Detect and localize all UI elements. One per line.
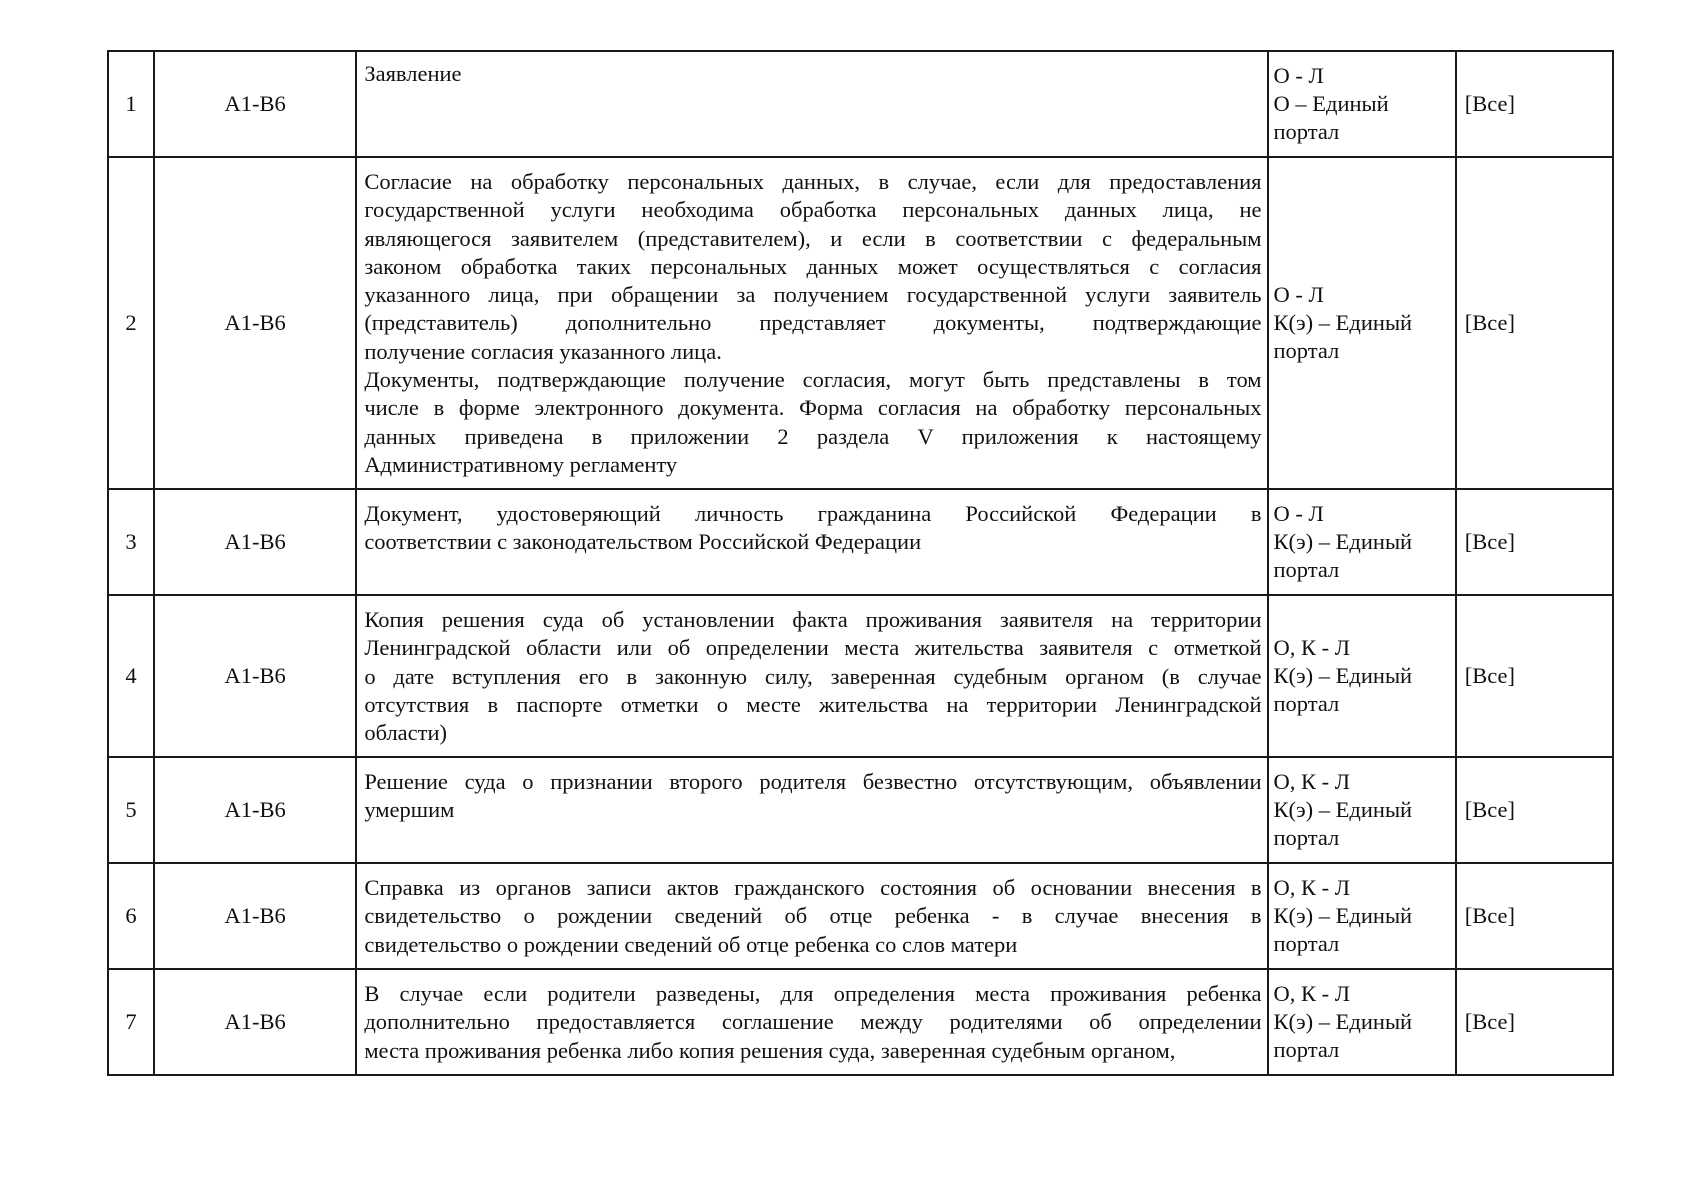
description-line: о дате вступления его в законную силу, заверенная судебным органом (в случае bbox=[364, 663, 1262, 689]
description-line: получение согласия указанного лица. bbox=[364, 338, 722, 364]
form-line: К(э) – Единый bbox=[1273, 902, 1413, 928]
form-line: портал bbox=[1273, 557, 1340, 583]
row-description bbox=[356, 51, 1267, 157]
description-line: свидетельство о рождении сведений об отце ребенка со слов матери bbox=[364, 931, 1018, 957]
row-form bbox=[1268, 969, 1456, 1075]
row-description bbox=[356, 595, 1267, 757]
row-description bbox=[356, 757, 1267, 863]
form-line: К(э) – Единый bbox=[1273, 662, 1413, 688]
row-description bbox=[356, 863, 1267, 969]
row-code: А1-В6 bbox=[154, 157, 356, 489]
row-code: А1-В6 bbox=[154, 489, 356, 595]
form-line: портал bbox=[1273, 931, 1340, 957]
form-line: О, К - Л bbox=[1273, 634, 1351, 660]
form-line: портал bbox=[1273, 1037, 1340, 1063]
row-form bbox=[1268, 863, 1456, 969]
description-line: являющегося заявителем (представителем), и если в соответствии с федеральным bbox=[364, 225, 1262, 251]
row-number: 4 bbox=[108, 595, 154, 757]
description-line: Документ, удостоверяющий личность гражданина Российской Федерации в bbox=[364, 501, 1262, 526]
description-line: государственной услуги необходима обработка персональных данных лица, не bbox=[364, 197, 1262, 223]
form-line: К(э) – Единый bbox=[1273, 1008, 1413, 1034]
row-number: 5 bbox=[108, 757, 154, 863]
description-line: Ленинградской области или об определении места жительства заявителя с отметкой bbox=[364, 635, 1262, 661]
row-category: [Все] bbox=[1456, 757, 1613, 863]
row-code: А1-В6 bbox=[154, 757, 356, 863]
form-line: О – Единый bbox=[1273, 90, 1389, 116]
form-line: К(э) – Единый bbox=[1273, 309, 1413, 335]
description-line: Заявление bbox=[364, 61, 462, 86]
table-row bbox=[108, 489, 1613, 595]
description-line: соответствии с законодательством Российской Федерации bbox=[364, 529, 922, 555]
description-line: Согласие на обработку персональных данных, в случае, если для предоставления bbox=[364, 169, 1262, 194]
row-form bbox=[1268, 757, 1456, 863]
description-line: числе в форме электронного документа. Форма согласия на обработку персональных bbox=[364, 395, 1262, 421]
description-line: законом обработка таких персональных данных может осуществляться с согласия bbox=[364, 253, 1262, 279]
row-form bbox=[1268, 51, 1456, 157]
form-line: О - Л bbox=[1273, 500, 1324, 526]
description-line: Документы, подтверждающие получение согласия, могут быть представлены в том bbox=[364, 367, 1262, 393]
row-description bbox=[356, 157, 1267, 489]
table-row bbox=[108, 595, 1613, 757]
row-category: [Все] bbox=[1456, 969, 1613, 1075]
description-line: В случае если родители разведены, для определения места проживания ребенка bbox=[364, 981, 1262, 1006]
form-line: О - Л bbox=[1273, 281, 1324, 307]
row-number: 6 bbox=[108, 863, 154, 969]
row-code: А1-В6 bbox=[154, 863, 356, 969]
table-row bbox=[108, 757, 1613, 863]
row-category: [Все] bbox=[1456, 157, 1613, 489]
form-line: О, К - Л bbox=[1273, 874, 1351, 900]
form-line: О, К - Л bbox=[1273, 980, 1351, 1006]
row-category: [Все] bbox=[1456, 595, 1613, 757]
form-line: К(э) – Единый bbox=[1273, 528, 1413, 554]
form-line: О, К - Л bbox=[1273, 768, 1351, 794]
description-line: места проживания ребенка либо копия решения суда, заверенная судебным органом, bbox=[364, 1037, 1176, 1063]
row-number: 3 bbox=[108, 489, 154, 595]
row-code: А1-В6 bbox=[154, 595, 356, 757]
description-line: Справка из органов записи актов гражданского состояния об основании внесения в bbox=[364, 875, 1262, 900]
form-line: портал bbox=[1273, 691, 1340, 717]
description-line: указанного лица, при обращении за получением государственной услуги заявитель bbox=[364, 282, 1262, 308]
description-line: (представитель) дополнительно представляет документы, подтверждающие bbox=[364, 310, 1262, 336]
row-number: 7 bbox=[108, 969, 154, 1075]
description-line: данных приведена в приложении 2 раздела V приложения к настоящему bbox=[364, 423, 1262, 449]
description-line: дополнительно предоставляется соглашение между родителями об определении bbox=[364, 1009, 1262, 1035]
documents-table bbox=[107, 50, 1614, 1076]
table-row bbox=[108, 157, 1613, 489]
row-category: [Все] bbox=[1456, 489, 1613, 595]
form-line: портал bbox=[1273, 825, 1340, 851]
table-row bbox=[108, 969, 1613, 1075]
form-line: портал bbox=[1273, 338, 1340, 364]
description-line: свидетельство о рождении сведений об отце ребенка - в случае внесения в bbox=[364, 903, 1262, 929]
row-description bbox=[356, 489, 1267, 595]
table-row bbox=[108, 863, 1613, 969]
row-form bbox=[1268, 595, 1456, 757]
row-code: А1-В6 bbox=[154, 969, 356, 1075]
form-line: портал bbox=[1273, 119, 1340, 145]
row-code: А1-В6 bbox=[154, 51, 356, 157]
form-line: О - Л bbox=[1273, 62, 1324, 88]
description-line: Административному регламенту bbox=[364, 451, 678, 477]
row-number: 1 bbox=[108, 51, 154, 157]
table-row bbox=[108, 51, 1613, 157]
row-number: 2 bbox=[108, 157, 154, 489]
row-form bbox=[1268, 157, 1456, 489]
row-form bbox=[1268, 489, 1456, 595]
description-line: Решение суда о признании второго родителя безвестно отсутствующим, объявлении bbox=[364, 769, 1262, 794]
description-line: отсутствия в паспорте отметки о месте жительства на территории Ленинградской bbox=[364, 691, 1262, 717]
description-line: Копия решения суда об установлении факта проживания заявителя на территории bbox=[364, 607, 1262, 632]
row-category: [Все] bbox=[1456, 51, 1613, 157]
description-line: области) bbox=[364, 720, 448, 746]
form-line: К(э) – Единый bbox=[1273, 796, 1413, 822]
description-line: умершим bbox=[364, 797, 455, 823]
row-category: [Все] bbox=[1456, 863, 1613, 969]
row-description bbox=[356, 969, 1267, 1075]
